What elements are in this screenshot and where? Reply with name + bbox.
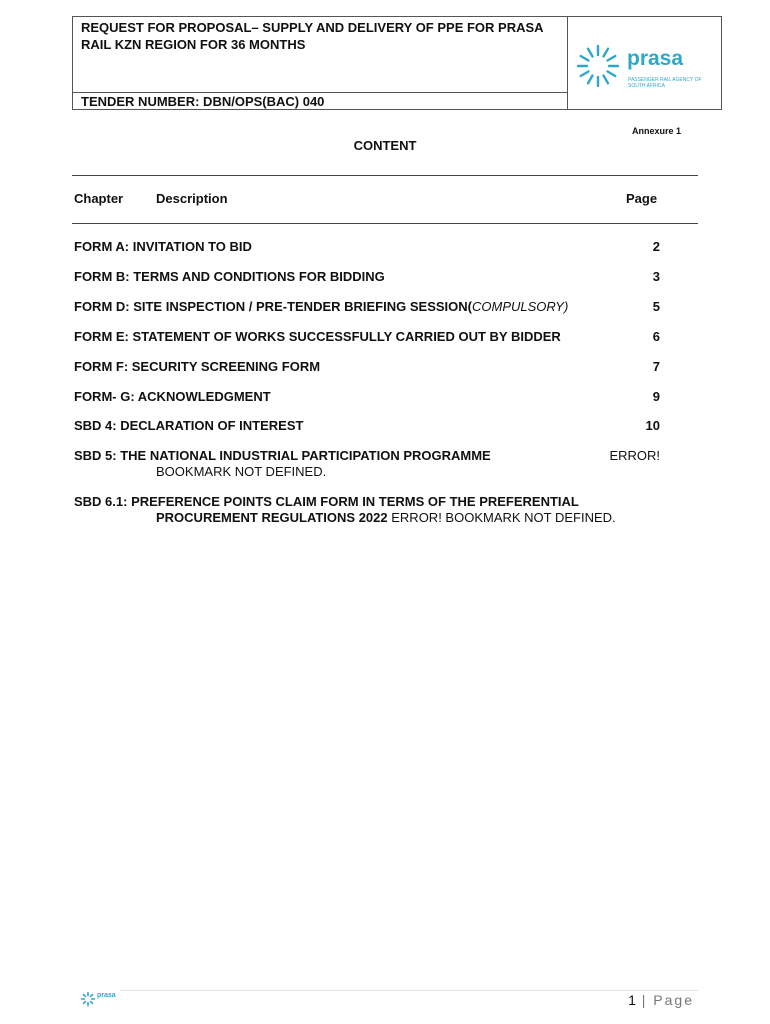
toc-entry-continuation-bold: PROCUREMENT REGULATIONS 2022: [156, 510, 388, 525]
toc-entry-continuation: ERROR! BOOKMARK NOT DEFINED.: [387, 510, 616, 525]
content-title: CONTENT: [353, 138, 417, 153]
toc-entry-page: 2: [652, 239, 660, 254]
toc-entry-continuation: BOOKMARK NOT DEFINED.: [156, 464, 327, 479]
toc-entry-label: FORM- G: ACKNOWLEDGMENT: [74, 389, 271, 404]
toc-entry-page: 9: [652, 389, 660, 404]
toc-entry-label: FORM D: SITE INSPECTION / PRE-TENDER BRIEFING SESSION(: [74, 299, 472, 314]
header-title: REQUEST FOR PROPOSAL– SUPPLY AND DELIVERY OF PPE FOR PRASA RAIL KZN REGION FOR 36 MONTHS: [81, 20, 544, 52]
tender-number: TENDER NUMBER: DBN/OPS(BAC) 040: [81, 94, 325, 109]
prasa-logo-icon: [573, 41, 623, 91]
toc-entry-label-italic: COMPULSORY): [471, 299, 569, 314]
toc-entry-page: 7: [652, 359, 660, 374]
divider-top: [72, 175, 698, 176]
toc-entry-label: FORM F: SECURITY SCREENING FORM: [74, 359, 321, 374]
toc-entry-continuation-wrap: [156, 510, 616, 526]
toc-entry-page: ERROR!: [609, 448, 660, 463]
toc-entry-label: FORM E: STATEMENT OF WORKS SUCCESSFULLY CARRIED OUT BY BIDDER: [74, 329, 561, 344]
toc-entry-page: 6: [652, 329, 660, 344]
divider-bottom: [72, 223, 698, 224]
column-chapter: Chapter: [74, 191, 124, 206]
logo-subtitle: PASSENGER RAIL AGENCY OF SOUTH AFRICA: [628, 77, 702, 89]
toc-entry-label: SBD 6.1: PREFERENCE POINTS CLAIM FORM IN TERMS OF THE PREFERENTIAL: [74, 494, 579, 509]
page-number: [628, 992, 694, 1008]
toc-entry-label: SBD 4: DECLARATION OF INTEREST: [74, 418, 304, 433]
column-description: Description: [156, 191, 228, 206]
toc-entry-label: FORM A: INVITATION TO BID: [74, 239, 252, 254]
document-header: [72, 16, 722, 110]
footer-logo-wordmark: prasa: [97, 992, 116, 999]
column-page: Page: [626, 191, 658, 206]
logo-wordmark: prasa: [627, 47, 684, 70]
toc-entry[interactable]: [74, 494, 660, 528]
footer-logo-icon: [80, 991, 96, 1007]
footer-divider: [120, 990, 698, 991]
toc-entry-label: SBD 5: THE NATIONAL INDUSTRIAL PARTICIPATION PROGRAMME: [74, 448, 491, 463]
page-word: Page: [653, 992, 694, 1008]
annexure-label: Annexure 1: [632, 126, 682, 136]
footer-logo: [80, 991, 122, 1007]
toc-entry-label-wrap: [74, 299, 568, 315]
toc-entry-page: 5: [652, 299, 660, 314]
page-number-value: 1: [628, 992, 636, 1008]
header-divider-horizontal: [73, 92, 567, 93]
page-number-separator: |: [635, 992, 654, 1008]
toc-entry[interactable]: [74, 448, 660, 482]
toc-entry-page: 3: [652, 269, 660, 284]
header-divider-vertical: [567, 17, 568, 110]
toc-entry-page: 10: [645, 418, 660, 433]
toc-entry-label: FORM B: TERMS AND CONDITIONS FOR BIDDING: [74, 269, 385, 284]
prasa-logo: [573, 37, 713, 97]
